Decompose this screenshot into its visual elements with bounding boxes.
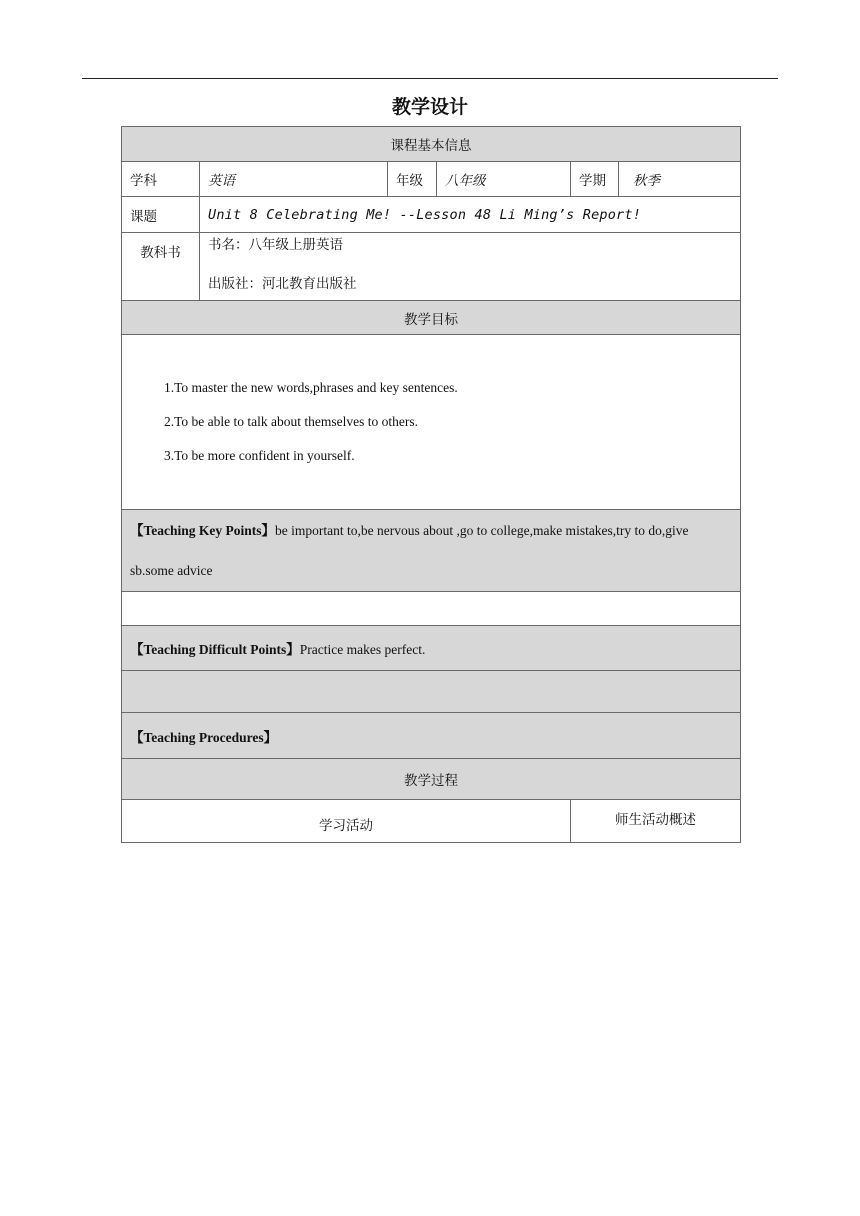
difficult-points-text: Practice makes perfect. — [299, 642, 426, 657]
term-value: 秋季 — [619, 162, 741, 197]
textbook-info — [200, 233, 741, 301]
subject-row — [122, 162, 741, 197]
objectives-header: 教学目标 — [122, 301, 741, 335]
textbook-publisher: 出版社：河北教育出版社 — [208, 276, 357, 292]
grade-label: 年级 — [388, 162, 437, 197]
textbook-row — [122, 233, 741, 301]
topic-row — [122, 197, 741, 233]
objective-item: 3.To be more confident in yourself. — [164, 448, 355, 463]
lesson-plan-table — [121, 126, 741, 843]
topic-value: Unit 8 Celebrating Me! --Lesson 48 Li Ming’s Report! — [200, 197, 741, 233]
key-points-text: be important to,be nervous about ,go to college,make mistakes,try to do,give sb.some advice — [130, 522, 689, 578]
basic-info-header-row — [122, 127, 741, 162]
procedures-label: 【Teaching Procedures】 — [122, 713, 741, 759]
textbook-name: 书名：八年级上册英语 — [208, 237, 343, 253]
objective-item: 1.To master the new words,phrases and key sentences. — [164, 380, 458, 395]
page-title: 教学设计 — [391, 96, 468, 118]
objectives-list — [122, 335, 741, 510]
key-points — [122, 510, 741, 592]
subject-value: 英语 — [200, 162, 388, 197]
term-label: 学期 — [571, 162, 619, 197]
blank-cell — [122, 592, 741, 626]
difficult-points — [122, 626, 741, 671]
procedures-header-row — [122, 759, 741, 800]
topic-label: 课题 — [122, 197, 200, 233]
difficult-points-row — [122, 626, 741, 671]
key-points-row — [122, 510, 741, 592]
blank-shaded-row — [122, 671, 741, 713]
objectives-row — [122, 335, 741, 510]
procedures-label-row — [122, 713, 741, 759]
grade-value: 八年级 — [437, 162, 571, 197]
textbook-label: 教科书 — [122, 233, 200, 301]
blank-shaded-cell — [122, 671, 741, 713]
objectives-header-row — [122, 301, 741, 335]
blank-row — [122, 592, 741, 626]
procedures-columns-row — [122, 800, 741, 843]
basic-info-header: 课程基本信息 — [122, 127, 741, 162]
key-points-label: 【Teaching Key Points】 — [130, 522, 276, 538]
overview-column-header: 师生活动概述 — [571, 800, 741, 843]
procedures-header: 教学过程 — [122, 759, 741, 800]
subject-label: 学科 — [122, 162, 200, 197]
difficult-points-label: 【Teaching Difficult Points】 — [130, 642, 300, 657]
activities-column-header: 学习活动 — [122, 800, 571, 843]
header-rule — [82, 78, 778, 79]
objective-item: 2.To be able to talk about themselves to others. — [164, 414, 418, 429]
